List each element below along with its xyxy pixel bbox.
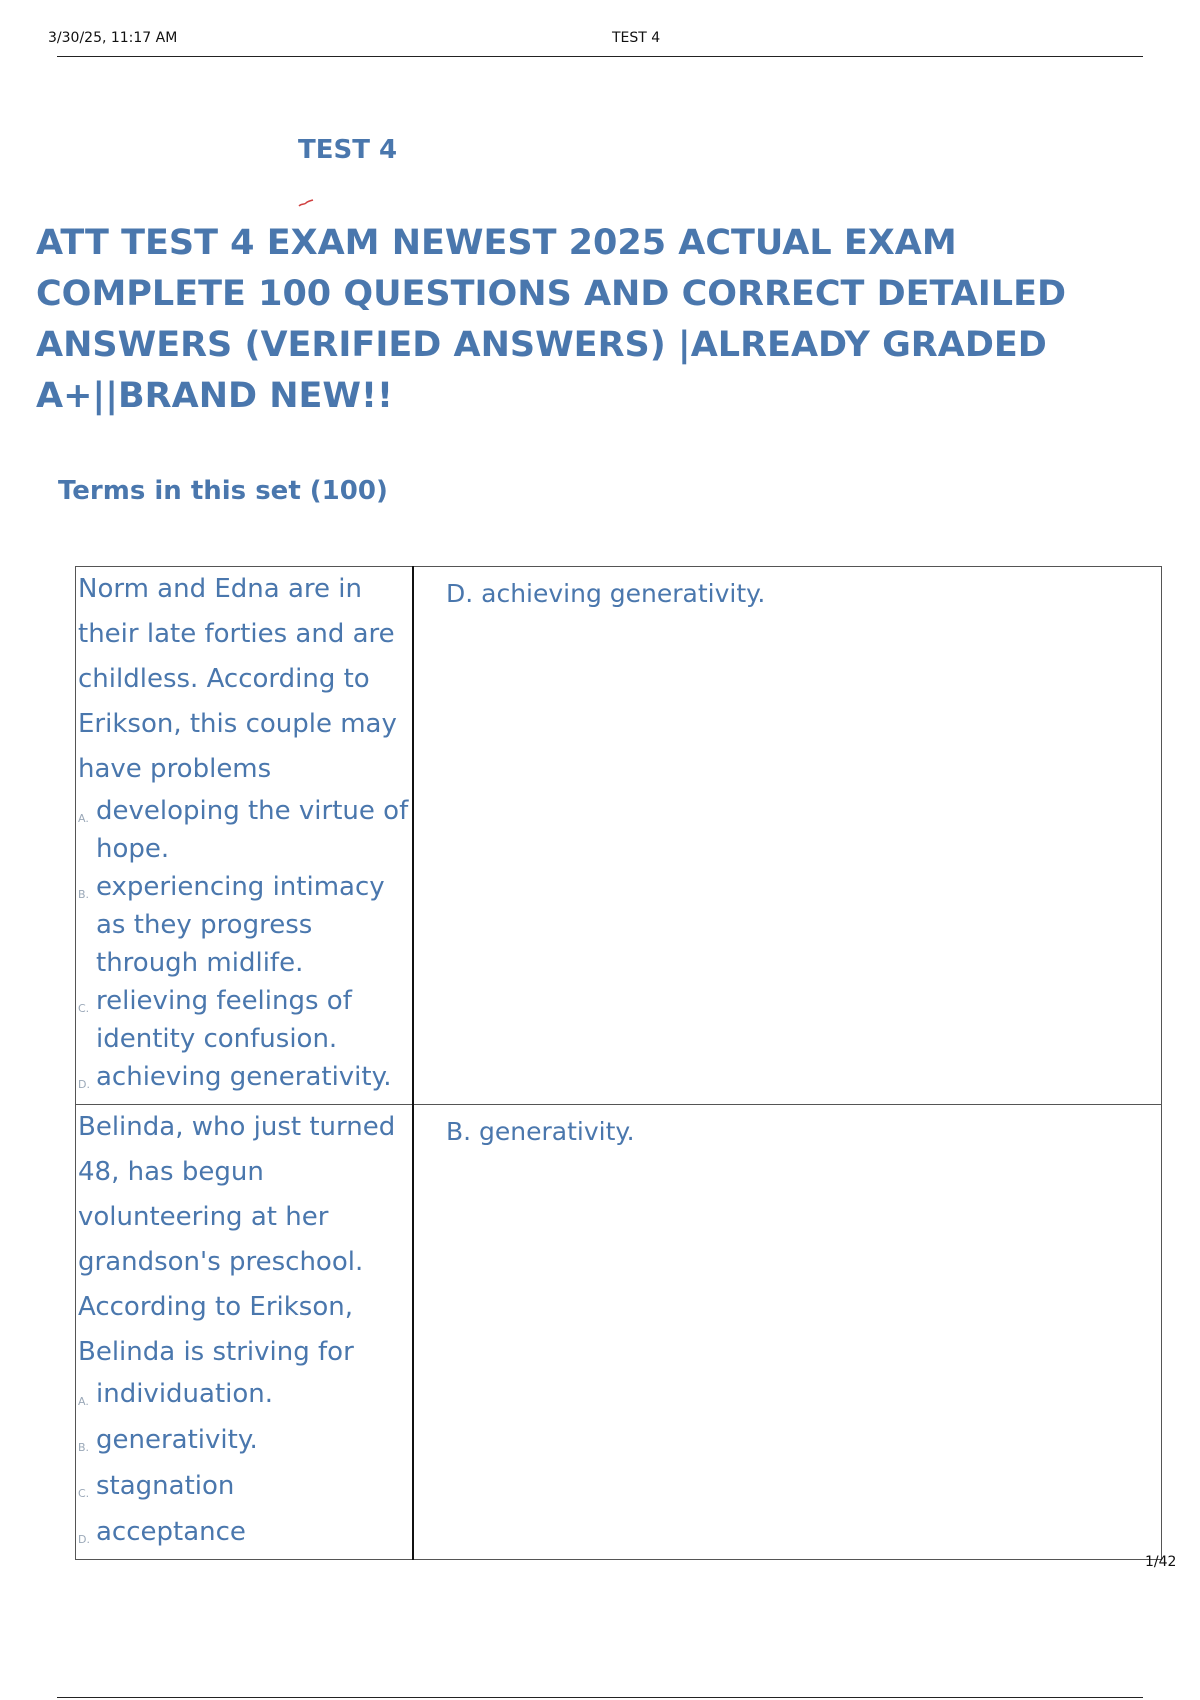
option-letter: C. bbox=[78, 1002, 90, 1015]
option-item bbox=[76, 982, 412, 1058]
scribble-mark-icon bbox=[298, 198, 314, 208]
option-letter: A. bbox=[78, 1395, 89, 1408]
option-item bbox=[76, 868, 412, 982]
option-text: relieving feelings of identity confusion. bbox=[96, 986, 352, 1054]
main-heading: ATT TEST 4 EXAM NEWEST 2025 ACTUAL EXAM COMPLETE 100 QUESTIONS AND CORRECT DETAILED ANSWERS (VERIFIED ANSWERS) |ALREADY GRADED A+||BRAND NEW!! bbox=[36, 223, 1067, 416]
option-text: stagnation bbox=[96, 1471, 235, 1501]
option-item bbox=[76, 1421, 412, 1467]
terms-heading: Terms in this set (100) bbox=[58, 476, 388, 506]
header-rule bbox=[57, 56, 1143, 57]
option-text: experiencing intimacy as they progress through midlife. bbox=[96, 872, 385, 978]
options-list bbox=[76, 1375, 412, 1559]
page-number: 1/42 bbox=[1145, 1554, 1177, 1570]
options-list bbox=[76, 792, 412, 1104]
option-letter: D. bbox=[78, 1078, 90, 1091]
option-item bbox=[76, 1058, 412, 1104]
option-text: generativity. bbox=[96, 1425, 258, 1455]
question-text: Belinda, who just turned 48, has begun volunteering at her grandson's preschool. According to Erikson, Belinda is striving for bbox=[78, 1112, 396, 1367]
option-item bbox=[76, 1467, 412, 1513]
answer-text: D. achieving generativity. bbox=[446, 579, 766, 608]
option-item bbox=[76, 1513, 412, 1559]
option-item bbox=[76, 792, 412, 868]
term-row bbox=[76, 567, 1162, 1105]
answer-cell bbox=[413, 567, 1162, 1105]
option-text: acceptance bbox=[96, 1517, 246, 1547]
answer-cell bbox=[413, 1105, 1162, 1560]
term-row bbox=[76, 1105, 1162, 1560]
option-text: individuation. bbox=[96, 1379, 274, 1409]
option-letter: A. bbox=[78, 812, 89, 825]
option-item bbox=[76, 1375, 412, 1421]
option-letter: C. bbox=[78, 1487, 90, 1500]
option-letter: D. bbox=[78, 1533, 90, 1546]
option-letter: B. bbox=[78, 888, 90, 901]
question-cell bbox=[76, 567, 414, 1105]
footer-rule bbox=[57, 1697, 1143, 1698]
print-page-title: TEST 4 bbox=[612, 30, 661, 46]
terms-table bbox=[75, 566, 1162, 1560]
option-text: achieving generativity. bbox=[96, 1062, 392, 1092]
answer-text: B. generativity. bbox=[446, 1117, 635, 1146]
option-text: developing the virtue of hope. bbox=[96, 796, 409, 864]
question-cell bbox=[76, 1105, 414, 1560]
document-title: TEST 4 bbox=[298, 135, 398, 165]
question-text: Norm and Edna are in their late forties and are childless. According to Erikson, this couple may have problems bbox=[78, 574, 397, 784]
option-letter: B. bbox=[78, 1441, 90, 1454]
print-datetime: 3/30/25, 11:17 AM bbox=[48, 30, 178, 46]
